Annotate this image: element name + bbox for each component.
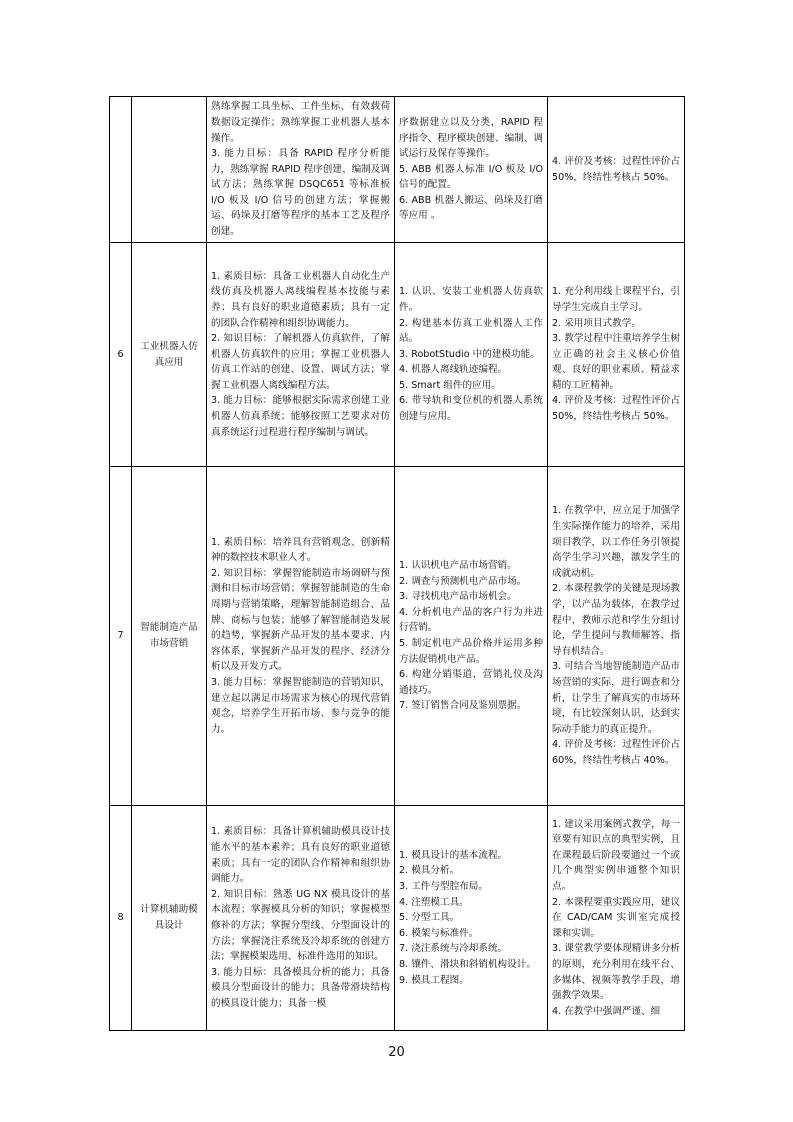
- goal-text: 熟练掌握工具坐标、工件坐标、有效载荷数据设定操作；熟练掌握工业机器人基本操作。: [211, 101, 390, 144]
- content-item: 2. 构建基本仿真工业机器人工作站。: [399, 317, 543, 345]
- goal-text: 2. 知识目标：熟悉 UG NX 模具设计的基本流程；掌握模具分析的知识；掌握模型修补的方法；掌握分型线、分型面设计的方法；掌握浇注系统及冷却系统的创建方法；掌握模架选用、标准件选用的知识。: [211, 888, 390, 963]
- content-item: 序数据建立以及分类，RAPID 程序指令、程序模块创建、编制、调试运行及保存等操作。: [399, 116, 543, 160]
- method-item: 3. 可结合当地智能制造产品市场营销的实际，进行调查和分析，让学生了解真实的市场环境，有比较深刻认识，达到实际动手能力的真正提升。: [552, 661, 680, 735]
- course-contents: [395, 467, 548, 806]
- content-item: 6. ABB 机器人搬运、码垛及打磨等应用 。: [399, 194, 543, 222]
- course-goals: [207, 806, 395, 1031]
- method-item: 1. 建议采用案例式教学，每一章要有知识点的典型实例，且在课程最后阶段要通过一个或几个典型实例串通整个知识点。: [552, 818, 680, 893]
- method-item: 4. 评价及考核：过程性评价占 60%，终结性考核占 40%。: [552, 739, 680, 766]
- content-item: 3. 寻找机电产品市场机会。: [399, 591, 517, 603]
- goal-text: 1. 素质目标：具备工业机器人自动化生产线仿真及机器人离线编程基本技能与素养；具有良好的职业道德素质；具有一定的团队合作精神和组织协调能力。: [211, 270, 390, 329]
- method-item: 2. 本课程教学的关键是现场教学，以产品为载体，在教学过程中，教师示范和学生分组讨论，学生提问与教师解答、指导有机结合。: [552, 583, 680, 657]
- content-item: 8. 镶件、滑块和斜销机构设计。: [399, 958, 536, 970]
- content-item: 6. 构建分销渠道，营销礼仪及沟通技巧。: [399, 669, 543, 696]
- content-item: 4. 注塑模工具。: [399, 896, 469, 908]
- content-item: 3. 工件与型腔布局。: [399, 881, 488, 893]
- method-item: 1. 充分利用线上课程平台，引导学生完成自主学习。: [552, 286, 680, 313]
- method-item: 3. 课堂教学要体现精讲多分析的原则，充分利用在线平台、多媒体、视频等教学手段，增强教学效果。: [552, 943, 680, 1002]
- page-number: 20: [388, 1045, 405, 1060]
- goal-text: 2. 知识目标：掌握智能制造市场调研与预测和目标市场营销；掌握智能制造的生命周期与营销策略，理解智能制造组合、品牌、商标与包装；能够了解智能制造发展的趋势，掌握新产品开发的基本要求、内容体系，掌握新产品开发的程序、经济分析以及开发方式。: [211, 567, 390, 673]
- course-name: [132, 97, 207, 243]
- course-table: [109, 96, 685, 1031]
- method-item: 3. 教学过程中注重培养学生树立正确的社会主义核心价值观、良好的职业素质、精益求精的工匠精神。: [552, 333, 680, 391]
- method-item: 1. 在教学中，应立足于加强学生实际操作能力的培养，采用项目教学，以工作任务引领提高学生学习兴趣，激发学生的成就动机。: [552, 505, 680, 579]
- content-item: 3. RobotStudio 中的建模功能。: [399, 348, 540, 360]
- method-item: 4. 评价及考核：过程性评价占 50%，终结性考核占 50%。: [552, 155, 680, 183]
- goal-text: 2. 知识目标：了解机器人仿真软件，了解机器人仿真软件的应用；掌握工业机器人仿真工作站的创建、设置、调试方法；掌握工业机器人离线编程方法。: [211, 333, 390, 391]
- goal-text: 3. 能力目标：能够根据实际需求创建工业机器人仿真系统；能够按照工艺要求对仿真系统运行过程进行程序编制与调试。: [211, 395, 390, 438]
- teaching-methods: [548, 806, 685, 1031]
- table-row: [110, 243, 685, 467]
- goal-text: 3. 能力目标：具备模具分析的能力；具备模具分型面设计的能力；具备带滑块结构的模具设计能力；具备一模: [211, 966, 390, 1009]
- content-item: 5. 制定机电产品价格并运用多种方法促销机电产品。: [399, 638, 543, 665]
- content-item: 4. 分析机电产品的客户行为并进行营销。: [399, 606, 543, 634]
- teaching-methods: [548, 243, 685, 467]
- content-item: 5. ABB 机器人标准 I/O 板及 I/O 信号的配置。: [399, 163, 543, 191]
- content-item: 7. 浇注系统与冷却系统。: [399, 943, 508, 955]
- content-item: 5. 分型工具。: [399, 912, 460, 924]
- course-contents: [395, 243, 548, 467]
- method-item: 2. 本课程要重实践应用，建议在 CAD/CAM 实训室完成授课和实训。: [552, 896, 680, 939]
- row-number: 6: [110, 243, 132, 467]
- course-name: 计算机辅助模具设计: [132, 806, 207, 1031]
- goal-text: 1. 素质目标：具备计算机辅助模具设计技能水平的基本素养；具有良好的职业道德素质；具有一定的团队合作精神和组织协调能力。: [211, 826, 390, 885]
- table-row: [110, 97, 685, 243]
- content-item: 5. Smart 组件的应用。: [399, 379, 501, 391]
- content-item: 2. 调查与预测机电产品市场。: [399, 575, 527, 587]
- course-name: 智能制造产品市场营销: [132, 467, 207, 806]
- content-item: 6. 带导轨和变位机的机器人系统创建与应用。: [399, 395, 543, 423]
- course-contents: [395, 806, 548, 1031]
- row-number: 7: [110, 467, 132, 806]
- goal-text: 3. 能力目标：掌握智能制造的营销知识，建立起以满足市场需求为核心的现代营销观念，培养学生开拓市场、参与竞争的能力。: [211, 676, 390, 735]
- content-item: 1. 模具设计的基本流程。: [399, 849, 508, 861]
- content-item: 7. 签订销售合同及鉴别票据。: [399, 700, 527, 712]
- content-item: 1. 认识机电产品市场营销。: [399, 560, 517, 572]
- content-item: 9. 模具工程图。: [399, 974, 469, 986]
- table-row: [110, 806, 685, 1031]
- course-goals: [207, 97, 395, 243]
- teaching-methods: [548, 97, 685, 243]
- table-row: [110, 467, 685, 806]
- method-item: 4. 在教学中强调严谨、细: [552, 1005, 661, 1017]
- content-item: 4. 机器人离线轨迹编程。: [399, 364, 508, 376]
- content-item: 1. 认识、安装工业机器人仿真软件。: [399, 286, 543, 313]
- course-name: 工业机器人仿真应用: [132, 243, 207, 467]
- row-number: 8: [110, 806, 132, 1031]
- course-goals: [207, 467, 395, 806]
- content-item: 6. 模架与标准件。: [399, 927, 479, 939]
- method-item: 4. 评价及考核：过程性评价占 50%，终结性考核占 50%。: [552, 395, 680, 423]
- method-item: 2. 采用项目式教学。: [552, 317, 641, 329]
- content-item: 2. 模具分析。: [399, 865, 460, 877]
- course-goals: [207, 243, 395, 467]
- course-contents: [395, 97, 548, 243]
- row-number: [110, 97, 132, 243]
- teaching-methods: [548, 467, 685, 806]
- goal-text: 1. 素质目标：培养具有营销观念、创新精神的数控技术职业人才。: [211, 536, 390, 564]
- goal-text: 3. 能力目标：具备 RAPID 程序分析能力，熟练掌握 RAPID 程序创建、编制及调试方法；熟练掌握 DSQC651 等标准板 I/O 板及 I/O 信号的创建方法；掌握搬运、码垛及打磨等程序的基本工艺及程序创建。: [211, 148, 390, 238]
